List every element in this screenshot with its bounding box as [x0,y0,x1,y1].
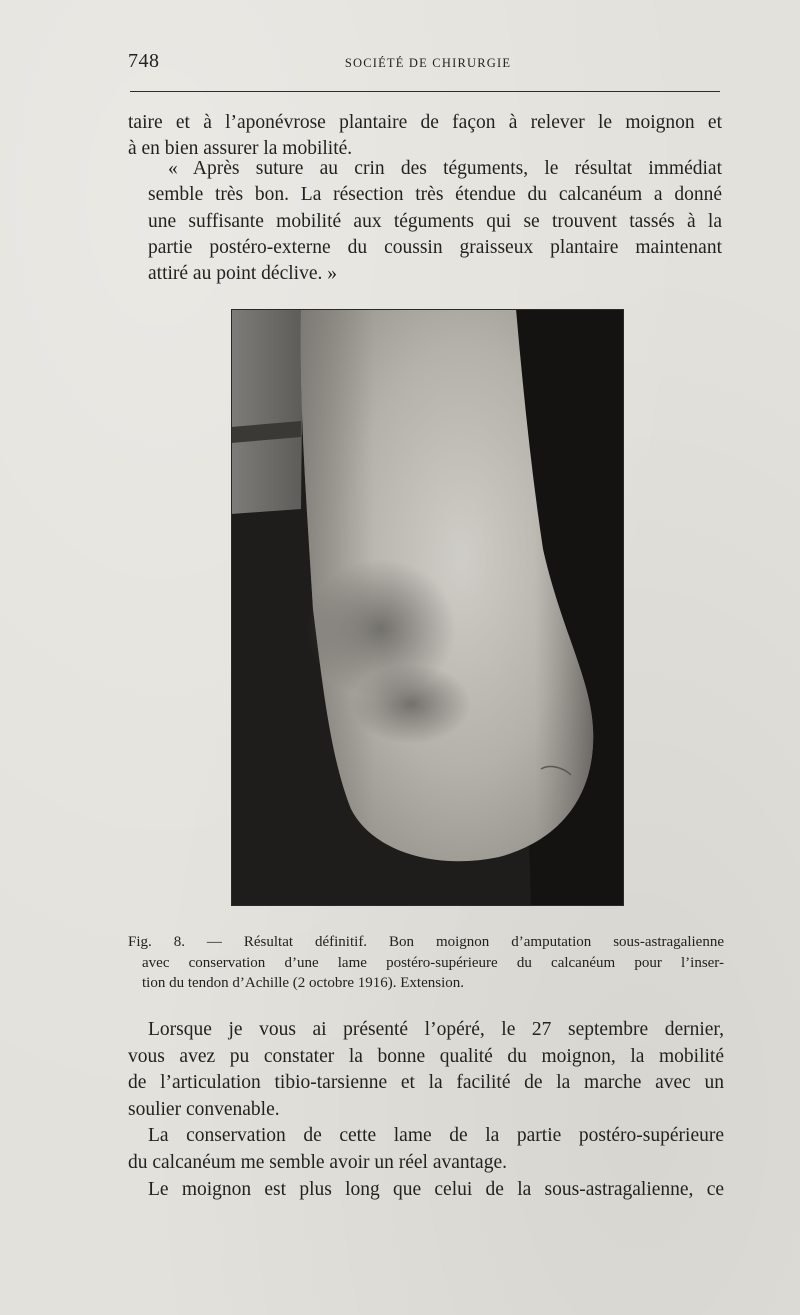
background-left-shape [231,309,303,514]
paragraph-1 [128,110,722,163]
running-head: SOCIÉTÉ DE CHIRURGIE [344,56,512,70]
page-number: 748 [128,50,160,72]
text-line: vous avez pu constater la bonne qualité du moignon, la mobilité [128,1045,724,1067]
figure-caption [128,932,724,994]
caption-line: avec conservation d’une lame postéro-supérieure du calcanéum pour l’inser- [142,954,724,971]
page-header [128,48,720,78]
text-line: Le moignon est plus long que celui de la sous-astragalienne, ce [148,1178,724,1200]
text-line: semble très bon. La résection très étendue du calcanéum a donné [148,184,722,206]
header-rule [130,91,720,92]
caption-line: Fig. 8. — Résultat définitif. Bon moignon d’amputation sous-astragalienne [128,934,724,950]
text-line: une suffisante mobilité aux téguments qui se trouvent tassés à la [148,210,722,232]
paragraph-2-quote [128,156,722,287]
text-line: soulier convenable. [128,1098,280,1120]
text-line: à en bien assurer la mobilité. [128,138,353,160]
text-line: partie postéro-externe du coussin graisseux plantaire maintenant [148,236,722,258]
text-line: attiré au point déclive. » [148,263,337,285]
text-line: La conservation de cette lame de la partie postéro-supérieure [148,1125,724,1147]
body-text-lower [128,1017,724,1203]
stump-photo-illustration [231,309,624,906]
text-line: « Après suture au crin des téguments, le résultat immédiat [168,158,722,179]
text-line: de l’articulation tibio-tarsienne et la facilité de la marche avec un [128,1072,724,1094]
text-line: Lorsque je vous ai présenté l’opéré, le 27 septembre dernier, [148,1019,724,1040]
text-line: taire et à l’aponévrose plantaire de façon à relever le moignon et [128,112,722,133]
figure-8-photograph [231,309,624,906]
caption-line: tion du tendon d’Achille (2 octobre 1916). Extension. [142,975,465,991]
text-line: du calcanéum me semble avoir un réel avantage. [128,1151,507,1173]
